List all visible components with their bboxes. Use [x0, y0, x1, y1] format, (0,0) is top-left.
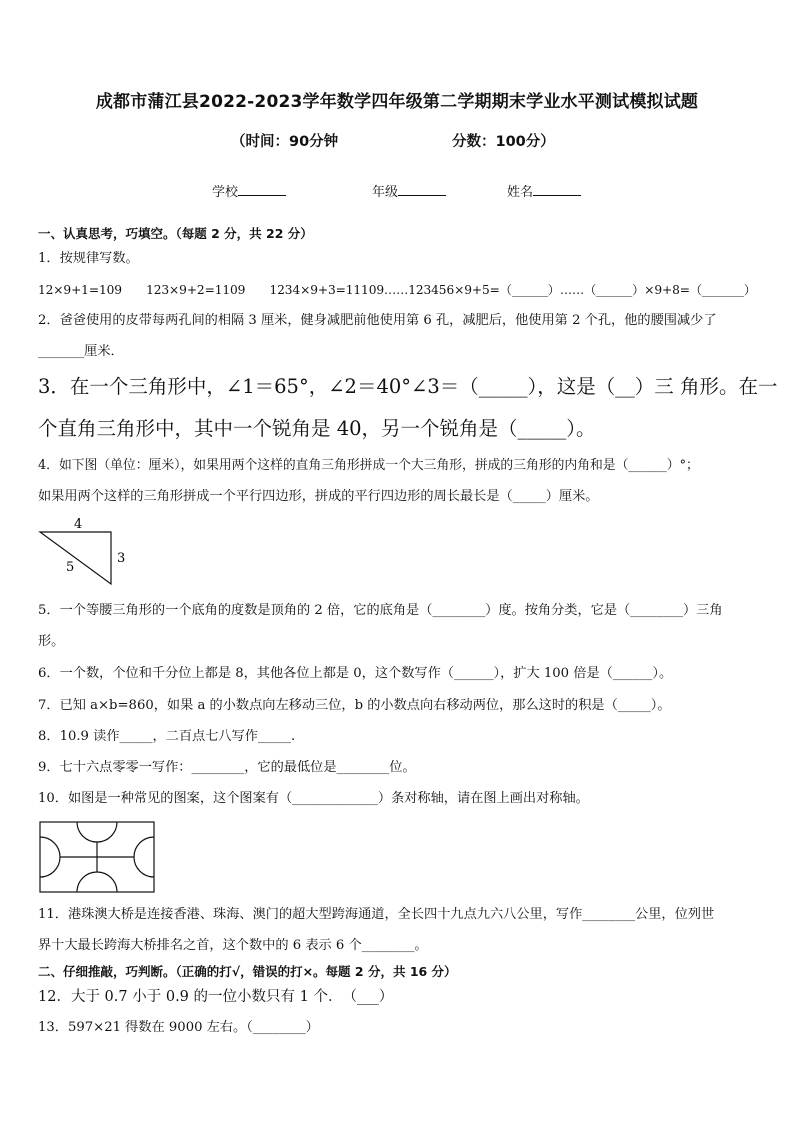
question-7: 7．已知 a×b=860，如果 a 的小数点向左移动三位，b 的小数点向右移动两位，那么这时的积是（_____）。: [38, 698, 671, 713]
name-label: 姓名: [507, 185, 534, 200]
school-blank[interactable]: [238, 183, 286, 196]
triangle-top-label: 4: [74, 517, 83, 532]
question-9: 9．七十六点零零一写作：________，它的最低位是________位。: [38, 760, 416, 775]
right-triangle-figure: [36, 514, 136, 586]
question-4-line-1: 4．如下图（单位：厘米），如果用两个这样的直角三角形拼成一个大三角形，拼成的三角形的内角和是（______）°；: [38, 458, 699, 473]
pattern-top-arc: [77, 822, 117, 842]
name-field[interactable]: [507, 181, 581, 200]
question-8: 8．10.9 读作_____，二百点七八写作_____.: [38, 729, 296, 744]
question-2-line-2: _______厘米．: [38, 344, 124, 359]
question-1-sequence: 12×9+1=109 123×9+2=1109 1234×9+3=11109……123456×9+5=（______）……（______）×9+8=（_______）: [38, 283, 756, 297]
pattern-right-arc: [134, 837, 154, 877]
question-12: 12．大于 0.7 小于 0.9 的一位小数只有 1 个． （___）: [38, 989, 394, 1005]
school-field[interactable]: [212, 181, 286, 200]
question-13: 13．597×21 得数在 9000 左右。（________）: [38, 1020, 319, 1035]
grade-label: 年级: [372, 185, 399, 200]
grade-blank[interactable]: [398, 183, 446, 196]
question-11-line-1: 11．港珠澳大桥是连接香港、珠海、澳门的超大型跨海通道，全长四十九点九六八公里，写作________公里，位列世: [38, 907, 715, 922]
question-11-line-2: 界十大最长跨海大桥排名之首，这个数中的 6 表示 6 个________。: [38, 938, 428, 953]
symmetry-pattern-figure: [38, 820, 158, 894]
question-2-line-1: 2．爸爸使用的皮带每两孔间的相隔 3 厘米，健身减肥前他使用第 6 孔，减肥后，他使用第 2 个孔，他的腰围减少了: [38, 313, 717, 328]
question-4-line-2: 如果用两个这样的三角形拼成一个平行四边形，拼成的平行四边形的周长最长是（_____）厘米。: [38, 489, 599, 504]
question-3-line-1: 3．在一个三角形中，∠1＝65°，∠2＝40°∠3＝（_____），这是（__）三 角形。在一: [38, 375, 778, 398]
name-blank[interactable]: [533, 183, 581, 196]
triangle-right-label: 3: [117, 551, 126, 566]
question-3-line-2: 个直角三角形中，其中一个锐角是 40，另一个锐角是（_____）。: [38, 417, 596, 440]
triangle-shape: [40, 532, 111, 584]
question-6: 6．一个数，个位和千分位上都是 8，其他各位上都是 0，这个数写作（______），扩大 100 倍是（______）。: [38, 666, 673, 681]
school-label: 学校: [212, 185, 239, 200]
pattern-left-arc: [40, 837, 60, 877]
section-2-title: 二、仔细推敲，巧判断。（正确的打√，错误的打×。每题 2 分，共 16 分）: [38, 964, 457, 979]
section-1-title: 一、认真思考，巧填空。（每题 2 分，共 22 分）: [38, 226, 313, 241]
question-10: 10．如图是一种常见的图案，这个图案有（_____________）条对称轴，请在图上画出对称轴。: [38, 791, 589, 806]
grade-field[interactable]: [372, 181, 446, 200]
exam-time: （时间：90分钟: [231, 134, 339, 150]
question-1-prompt: 1．按规律写数。: [38, 251, 139, 266]
triangle-hypotenuse-label: 5: [66, 560, 75, 575]
question-5-line-1: 5．一个等腰三角形的一个底角的度数是顶角的 2 倍，它的底角是（________）度。按角分类，它是（________）三角: [38, 603, 723, 618]
question-5-line-2: 形。: [38, 634, 65, 649]
pattern-bottom-arc: [77, 872, 117, 892]
exam-title: 成都市蒲江县2022-2023学年数学四年级第二学期期末学业水平测试模拟试题: [95, 92, 699, 112]
exam-score: 分数：100分）: [452, 134, 555, 150]
